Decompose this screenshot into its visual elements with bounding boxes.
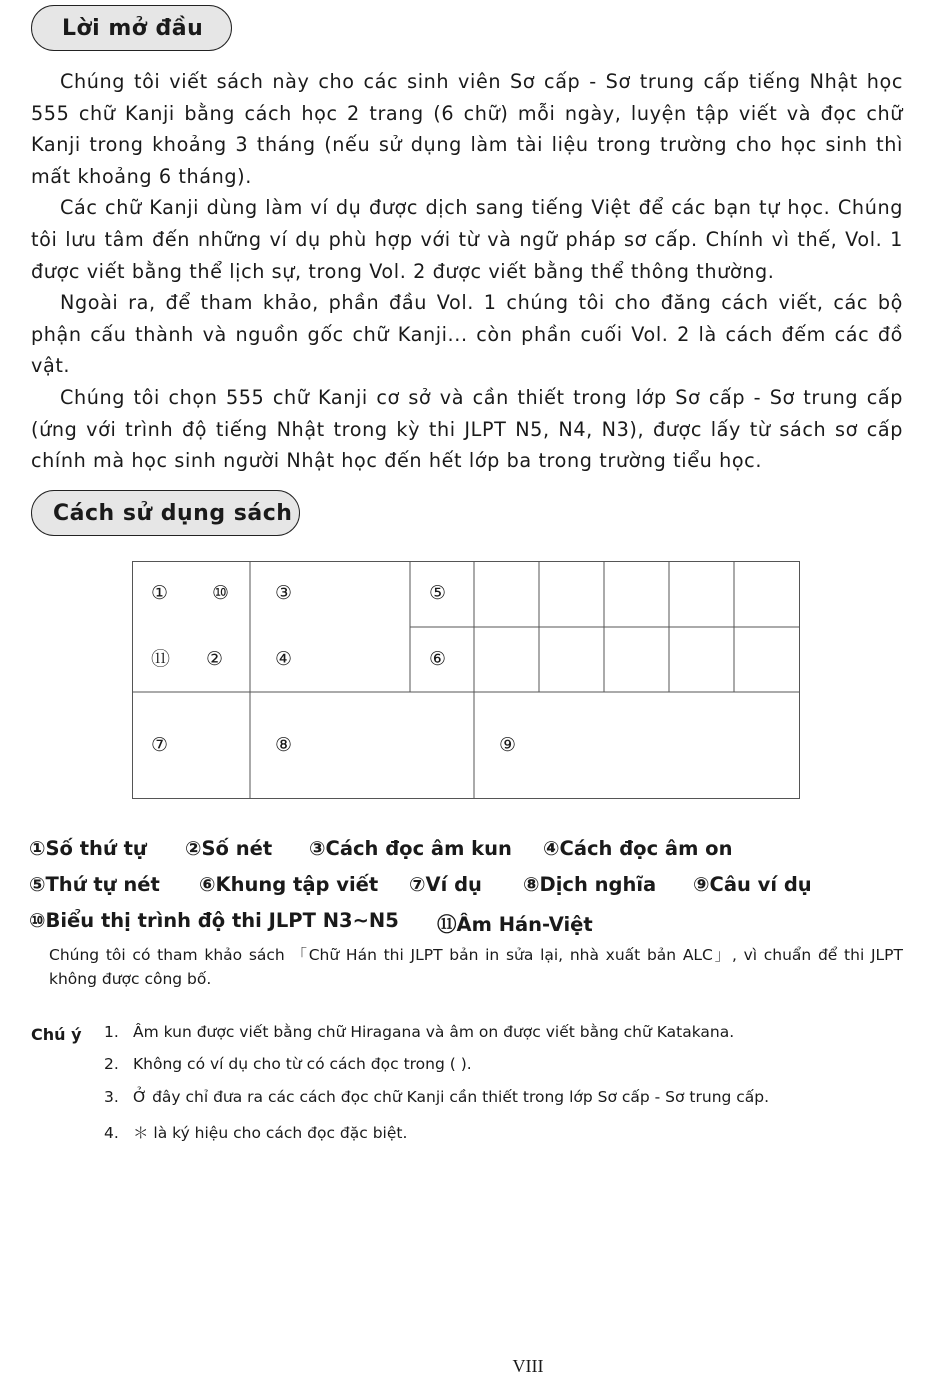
intro-paragraph: Chúng tôi viết sách này cho các sinh viên Sơ cấp - Sơ trung cấp tiếng Nhật học 555 chữ Kanji bằng cách học 2 trang (6 chữ) mỗi ngày, luyện tập viết và đọc chữ Kanji trong khoảng 3 tháng (nếu sử dụng làm tài liệu trong trường cho học sinh thì mất khoảng 6 tháng). — [31, 70, 903, 188]
label-11: ⑪ — [151, 648, 171, 670]
legend-item: ⑥Khung tập viết — [199, 873, 379, 896]
intro-paragraph: Ngoài ra, để tham khảo, phần đầu Vol. 1 chúng tôi cho đăng cách viết, các bộ phận cấu thành và nguồn gốc chữ Kanji... còn phần cuối Vol. 2 là cách đếm các đồ vật. — [31, 291, 903, 378]
legend-item: ⑨Câu ví dụ — [693, 873, 812, 896]
diagram-grid — [132, 561, 800, 799]
reference-note: Chúng tôi có tham khảo sách 「Chữ Hán thi JLPT bản in sửa lại, nhà xuất bản ALC」, vì chuẩn để thi JLPT không được công bố. — [49, 946, 903, 988]
label-9: ⑨ — [499, 734, 517, 756]
label-5: ⑤ — [429, 582, 447, 604]
note-item: 2. Không có ví dụ cho từ có cách đọc trong ( ). — [104, 1055, 472, 1073]
intro-paragraph: Các chữ Kanji dùng làm ví dụ được dịch sang tiếng Việt để các bạn tự học. Chúng tôi lưu tâm đến những ví dụ phù hợp với từ và ngữ pháp sơ cấp. Chính vì thế, Vol. 1 được viết bằng thể lịch sự, trong Vol. 2 được viết bằng thể thông thường. — [31, 196, 903, 283]
legend-item: ③Cách đọc âm kun — [309, 837, 512, 860]
label-10: ⑩ — [212, 582, 230, 604]
legend-item: ①Số thứ tự — [29, 837, 147, 860]
legend-item: ④Cách đọc âm on — [543, 837, 733, 860]
notes-label: Chú ý — [31, 1025, 82, 1044]
label-4: ④ — [275, 648, 293, 670]
page-number: VIII — [512, 1356, 544, 1376]
label-8: ⑧ — [275, 734, 293, 756]
label-6: ⑥ — [429, 648, 447, 670]
note-item: 4. ＊ là ký hiệu cho cách đọc đặc biệt. — [104, 1124, 408, 1142]
legend-item: ⑪Âm Hán-Việt — [437, 913, 593, 936]
section-heading-intro: Lời mở đầu — [31, 5, 232, 51]
kanji-page-layout-diagram — [132, 561, 800, 799]
label-1: ① — [151, 582, 169, 604]
note-item: 3. Ở đây chỉ đưa ra các cách đọc chữ Kanji cần thiết trong lớp Sơ cấp - Sơ trung cấp. — [104, 1088, 770, 1106]
note-item: 1. Âm kun được viết bằng chữ Hiragana và âm on được viết bằng chữ Katakana. — [104, 1023, 735, 1041]
section-heading-usage: Cách sử dụng sách — [31, 490, 300, 536]
label-2: ② — [206, 648, 224, 670]
legend-item: ②Số nét — [185, 837, 273, 860]
intro-text — [31, 66, 903, 477]
legend-item: ⑦Ví dụ — [409, 873, 482, 896]
label-7: ⑦ — [151, 734, 169, 756]
label-3: ③ — [275, 582, 293, 604]
intro-paragraph: Chúng tôi chọn 555 chữ Kanji cơ sở và cần thiết trong lớp Sơ cấp - Sơ trung cấp (ứng với trình độ tiếng Nhật trong kỳ thi JLPT N5, N4, N3), được lấy từ sách sơ cấp chính mà học sinh người Nhật học đến hết lớp ba trong trường tiểu học. — [31, 385, 903, 473]
legend-item: ⑤Thứ tự nét — [29, 873, 160, 896]
legend-item: ⑧Dịch nghĩa — [523, 873, 657, 896]
legend-item: ⑩Biểu thị trình độ thi JLPT N3~N5 — [29, 909, 399, 932]
